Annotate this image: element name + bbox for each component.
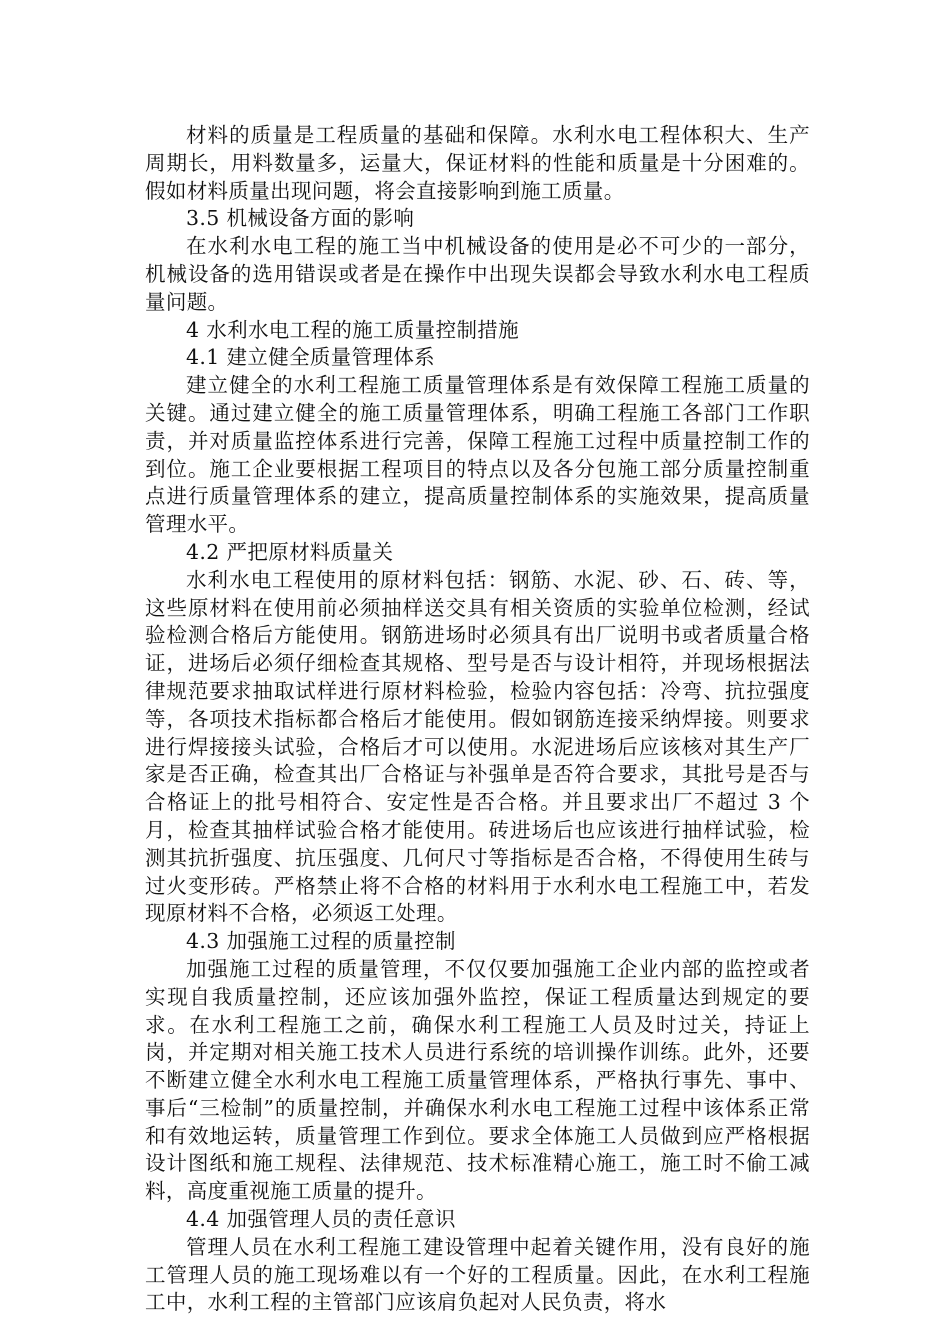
paragraph-process-control: 加强施工过程的质量管理，不仅仅要加强施工企业内部的监控或者实现自我质量控制，还应该加强外监控，保证工程质量达到规定的要求。在水利工程施工之前，确保水利工程施工人员及时过关，持证上岗，并定期对相关施工技术人员进行系统的培训操作训练。此外，还要不断建立健全水利水电工程施工质量管理体系，严格执行事先、事中、事后“三检制”的质量控制，并确保水利水电工程施工过程中该体系正常和有效地运转，质量管理工作到位。要求全体施工人员做到应严格根据设计图纸和施工规程、法律规范、技术标准精心施工，施工时不偷工减料，高度重视施工质量的提升。 — [145, 956, 810, 1204]
paragraph-machinery: 在水利水电工程的施工当中机械设备的使用是必不可少的一部分，机械设备的选用错误或者是在操作中出现失误都会导致水利水电工程质量问题。 — [145, 234, 810, 314]
paragraph-responsibility: 管理人员在水利工程施工建设管理中起着关键作用，没有良好的施工管理人员的施工现场难以有一个好的工程质量。因此，在水利工程施工中，水利工程的主管部门应该肩负起对人民负责，将水 — [145, 1234, 810, 1315]
paragraph-raw-materials: 水利水电工程使用的原材料包括：钢筋、水泥、砂、石、砖、等，这些原材料在使用前必须抽样送交具有相关资质的实验单位检测，经试验检测合格后方能使用。钢筋进场时必须具有出厂说明书或者质量合格证，进场后必须仔细检查其规格、型号是否与设计相符，并现场根据法律规范要求抽取试样进行原材料检验，检验内容包括：冷弯、抗拉强度等，各项技术指标都合格后才能使用。假如钢筋连接采纳焊接。则要求进行焊接接头试验，合格后才可以使用。水泥进场后应该核对其生产厂家是否正确，检查其出厂合格证与补强单是否符合要求，其批号是否与合格证上的批号相符合、安定性是否合格。并且要求出厂不超过 3 个月，检查其抽样试验合格才能使用。砖进场后也应该进行抽样试验，检测其抗折强度、抗压强度、几何尺寸等指标是否合格，不得使用生砖与过火变形砖。严格禁止将不合格的材料用于水利水电工程施工中，若发现原材料不合格，必须返工处理。 — [145, 567, 810, 926]
document-body — [145, 122, 810, 1317]
paragraph-management-system: 建立健全的水利工程施工质量管理体系是有效保障工程施工质量的关键。通过建立健全的施工质量管理体系，明确工程施工各部门工作职责，并对质量监控体系进行完善，保障工程施工过程中质量控制工作的到位。施工企业要根据工程项目的特点以及各分包施工部分质量控制重点进行质量管理体系的建立，提高质量控制体系的实施效果，提高质量管理水平。 — [145, 373, 810, 537]
heading-4: 4 水利水电工程的施工质量控制措施 — [186, 317, 520, 342]
heading-3-5: 3.5 机械设备方面的影响 — [186, 206, 415, 231]
paragraph-material-quality: 材料的质量是工程质量的基础和保障。水利水电工程体积大、生产周期长，用料数量多，运量大，保证材料的性能和质量是十分困难的。假如材料质量出现问题，将会直接影响到施工质量。 — [145, 123, 810, 203]
heading-4-3: 4.3 加强施工过程的质量控制 — [186, 929, 456, 954]
heading-4-2: 4.2 严把原材料质量关 — [186, 539, 394, 564]
heading-4-1: 4.1 建立健全质量管理体系 — [186, 345, 436, 370]
heading-4-4: 4.4 加强管理人员的责任意识 — [186, 1207, 456, 1232]
